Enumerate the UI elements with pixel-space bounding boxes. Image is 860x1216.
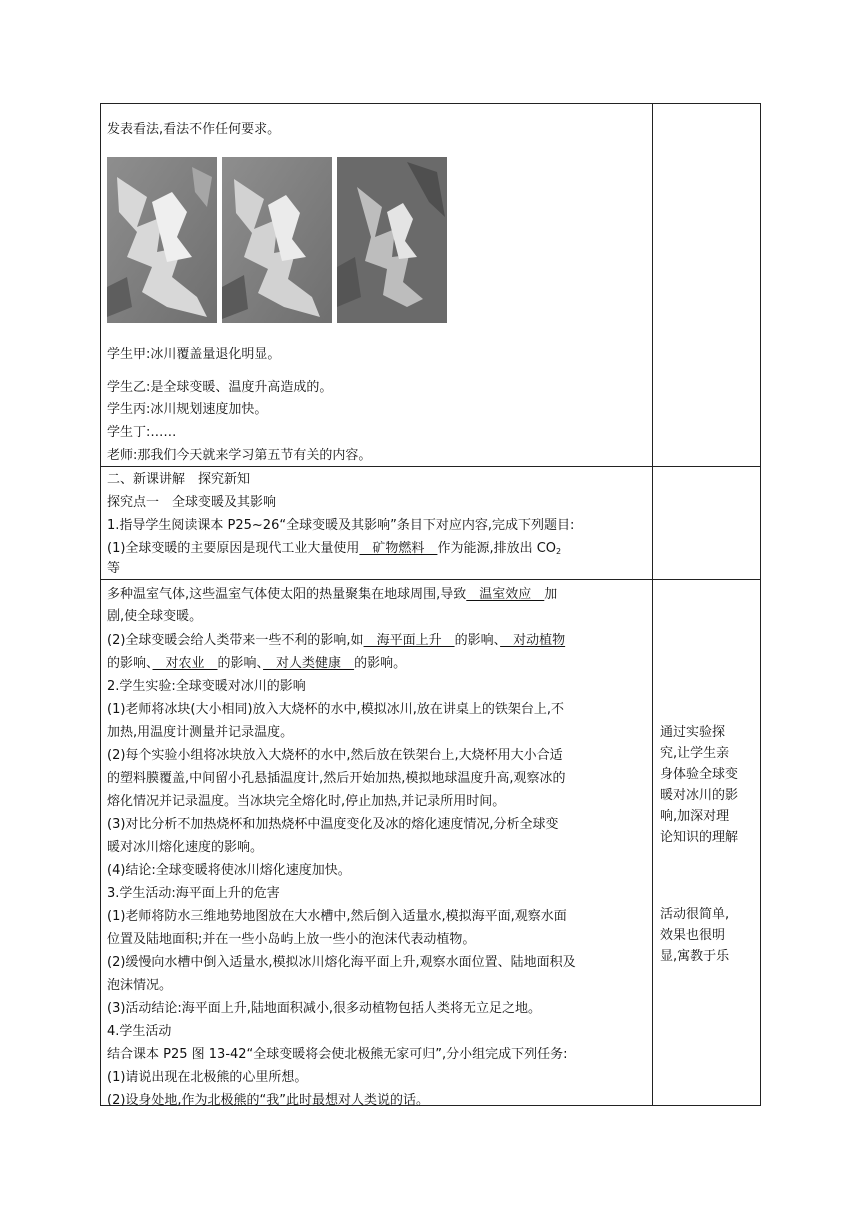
- student-d: 学生丁:……: [107, 425, 177, 440]
- answer-blank: 温室效应: [466, 587, 545, 602]
- student-a: 学生甲:冰川覆盖量退化明显。: [107, 347, 281, 362]
- answer-blank: 对人类健康: [263, 656, 355, 671]
- activity-step: 位置及陆地面积;并在一些小岛屿上放一些小的泡沫代表动植物。: [107, 932, 476, 947]
- intro-text: 发表看法,看法不作任何要求。: [107, 122, 281, 137]
- question-2: (2)全球变暖会给人类带来一些不利的影响,如 海平面上升 的影响、 对动植物: [107, 633, 566, 648]
- student-c: 学生丙:冰川规划速度加快。: [107, 402, 268, 417]
- activity-step: (2)缓慢向水槽中倒入适量水,模拟冰川熔化海平面上升,观察水面位置、陆地面积及: [107, 955, 576, 970]
- glacier-photo-2: [222, 157, 332, 323]
- answer-blank: 对农业: [152, 656, 218, 671]
- question-2-cont: 的影响、 对农业 的影响、 对人类健康 的影响。: [107, 656, 407, 671]
- glacier-photo-1: [107, 157, 217, 323]
- activity-4-task: (1)请说出现在北极熊的心里所想。: [107, 1070, 308, 1085]
- reading-task: 1.指导学生阅读课本 P25~26“全球变暖及其影响”条目下对应内容,完成下列题目:: [107, 518, 575, 533]
- inquiry-heading: 探究点一 全球变暖及其影响: [107, 495, 277, 510]
- experiment-step: 的塑料膜覆盖,中间留小孔悬插温度计,然后开始加热,模拟地球温度升高,观察冰的: [107, 771, 566, 786]
- answer-blank: 矿物燃料: [359, 541, 438, 556]
- experiment-step: (3)对比分析不加热烧杯和加热烧杯中温度变化及冰的熔化速度情况,分析全球变: [107, 817, 559, 832]
- row-divider: [101, 466, 760, 467]
- row-divider: [101, 579, 760, 580]
- experiment-heading: 2.学生实验:全球变暖对冰川的影响: [107, 679, 306, 694]
- experiment-step: (2)每个实验小组将冰块放入大烧杯的水中,然后放在铁架台上,大烧杯用大小合适: [107, 748, 563, 763]
- side-note-experiment: 通过实验探 究,让学生亲 身体验全球变 暖对冰川的影 响,加深对理 论知识的理解: [660, 725, 739, 845]
- question-1: (1)全球变暖的主要原因是现代工业大量使用 矿物燃料 作为能源,排放出 $CO_2$: [107, 541, 562, 556]
- experiment-step: 加热,用温度计测量并记录温度。: [107, 725, 294, 740]
- activity-4-task: (2)设身处地,作为北极熊的“我”此时最想对人类说的话。: [107, 1093, 430, 1108]
- experiment-step: 熔化情况并记录温度。当冰块完全熔化时,停止加热,并记录所用时间。: [107, 794, 506, 809]
- lesson-table: [100, 103, 761, 1106]
- side-note-activity: 活动很简单, 效果也很明 显,寓教于乐: [660, 907, 730, 964]
- q1-line: 多种温室气体,这些温室气体使太阳的热量聚集在地球周围,导致 温室效应 加: [107, 587, 558, 602]
- experiment-step: (1)老师将冰块(大小相同)放入大烧杯的水中,模拟冰川,放在讲桌上的铁架台上,不: [107, 702, 564, 717]
- activity-conclusion: (3)活动结论:海平面上升,陆地面积减小,很多动植物包括人类将无立足之地。: [107, 1001, 542, 1016]
- experiment-conclusion: (4)结论:全球变暖将使冰川熔化速度加快。: [107, 863, 351, 878]
- student-b: 学生乙:是全球变暖、温度升高造成的。: [107, 380, 333, 395]
- activity-4-text: 结合课本 P25 图 13-42“全球变暖将会使北极熊无家可归”,分小组完成下列任务:: [107, 1047, 568, 1062]
- experiment-step: 暖对冰川熔化速度的影响。: [107, 840, 264, 855]
- teacher-line: 老师:那我们今天就来学习第五节有关的内容。: [107, 448, 372, 463]
- section-heading: 二、新课讲解 探究新知: [107, 472, 251, 487]
- answer-blank: 对动植物: [500, 633, 566, 648]
- activity-heading: 3.学生活动:海平面上升的危害: [107, 886, 280, 901]
- answer-blank: 海平面上升: [363, 633, 455, 648]
- q1-line-cont: 剧,使全球变暖。: [107, 609, 203, 624]
- glacier-photo-3: [337, 157, 447, 323]
- question-1-cont: 等: [107, 561, 121, 576]
- activity-4-heading: 4.学生活动: [107, 1024, 172, 1039]
- activity-step: (1)老师将防水三维地势地图放在大水槽中,然后倒入适量水,模拟海平面,观察水面: [107, 909, 567, 924]
- column-divider: [652, 104, 653, 1105]
- activity-step: 泡沫情况。: [107, 978, 173, 993]
